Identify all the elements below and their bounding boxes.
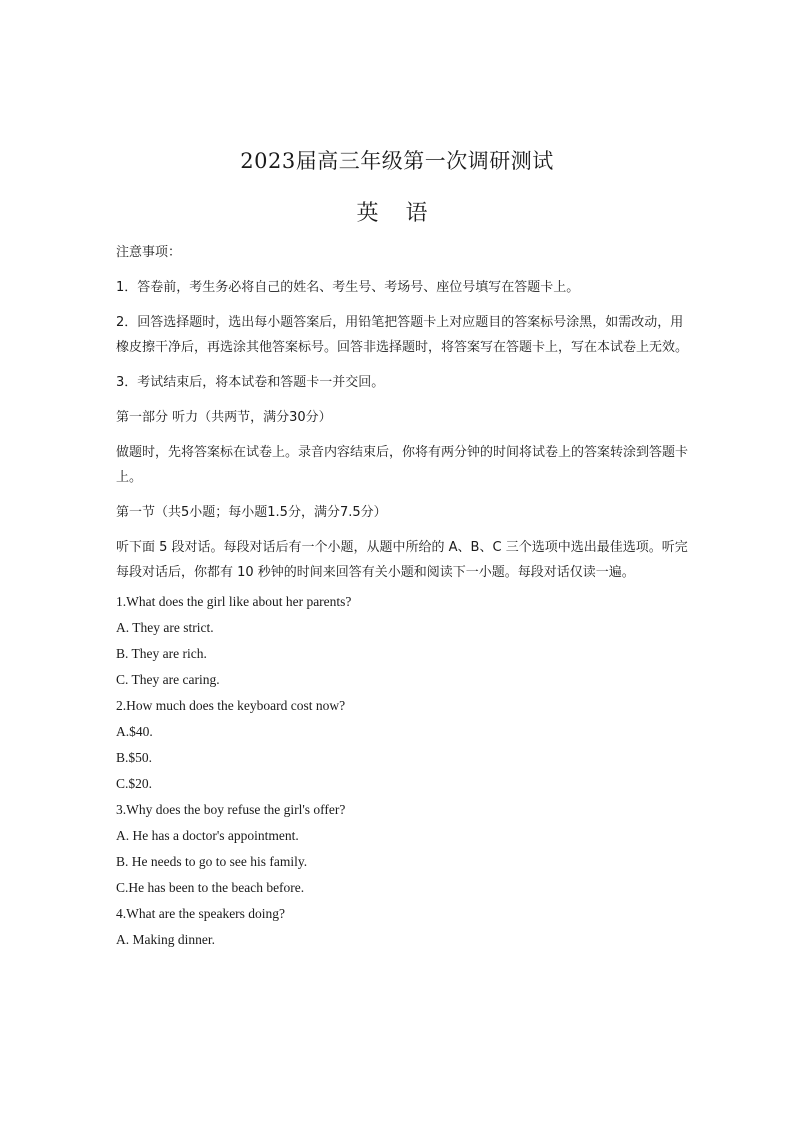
notice-heading: 注意事项： xyxy=(116,245,182,260)
question-option: A. Making dinner. xyxy=(116,932,215,947)
section1-heading: 第一节（共5小题；每小题1.5分，满分7.5分） xyxy=(116,505,387,520)
section1-instruction: 听下面 5 段对话。每段对话后有一个小题，从题中所给的 A、B、C 三个选项中选出最佳选项。听完每段对话后，你都有 10 秒钟的时间来回答有关小题和阅读下一小题。每段对话仅读一遍。 xyxy=(116,540,688,580)
question-option: A. He has a doctor's appointment. xyxy=(116,828,299,843)
notice-item-3: 3．考试结束后，将本试卷和答题卡一并交回。 xyxy=(116,375,385,390)
part1-instruction: 做题时，先将答案标在试卷上。录音内容结束后，你将有两分钟的时间将试卷上的答案转涂到答题卡上。 xyxy=(116,445,689,485)
question-stem: 3.Why does the boy refuse the girl's offer? xyxy=(116,802,346,817)
part1-heading: 第一部分 听力（共两节，满分30分） xyxy=(116,410,332,425)
question-option: A.$40. xyxy=(116,724,153,739)
question-option: C.$20. xyxy=(116,776,153,791)
notice-item-2: 2．回答选择题时，选出每小题答案后，用铅笔把答题卡上对应题目的答案标号涂黑，如需改动，用橡皮擦干净后，再选涂其他答案标号。回答非选择题时，将答案写在答题卡上，写在本试卷上无效。 xyxy=(116,315,689,355)
subject-title: 英 语 xyxy=(356,201,438,226)
question-stem: 2.How much does the keyboard cost now? xyxy=(116,698,346,713)
question-option: B.$50. xyxy=(116,750,153,765)
question-stem: 4.What are the speakers doing? xyxy=(116,906,286,921)
exam-body xyxy=(116,240,696,957)
notice-item-1: 1．答卷前，考生务必将自己的姓名、考生号、考场号、座位号填写在答题卡上。 xyxy=(116,280,580,295)
question-option: C.He has been to the beach before. xyxy=(116,880,305,895)
question-option: B. They are rich. xyxy=(116,646,207,661)
question-stem: 1.What does the girl like about her parents? xyxy=(116,594,352,609)
question-option: B. He needs to go to see his family. xyxy=(116,854,308,869)
question-option: C. They are caring. xyxy=(116,672,220,687)
question-option: A. They are strict. xyxy=(116,620,214,635)
exam-title: 2023届高三年级第一次调研测试 xyxy=(240,149,554,173)
